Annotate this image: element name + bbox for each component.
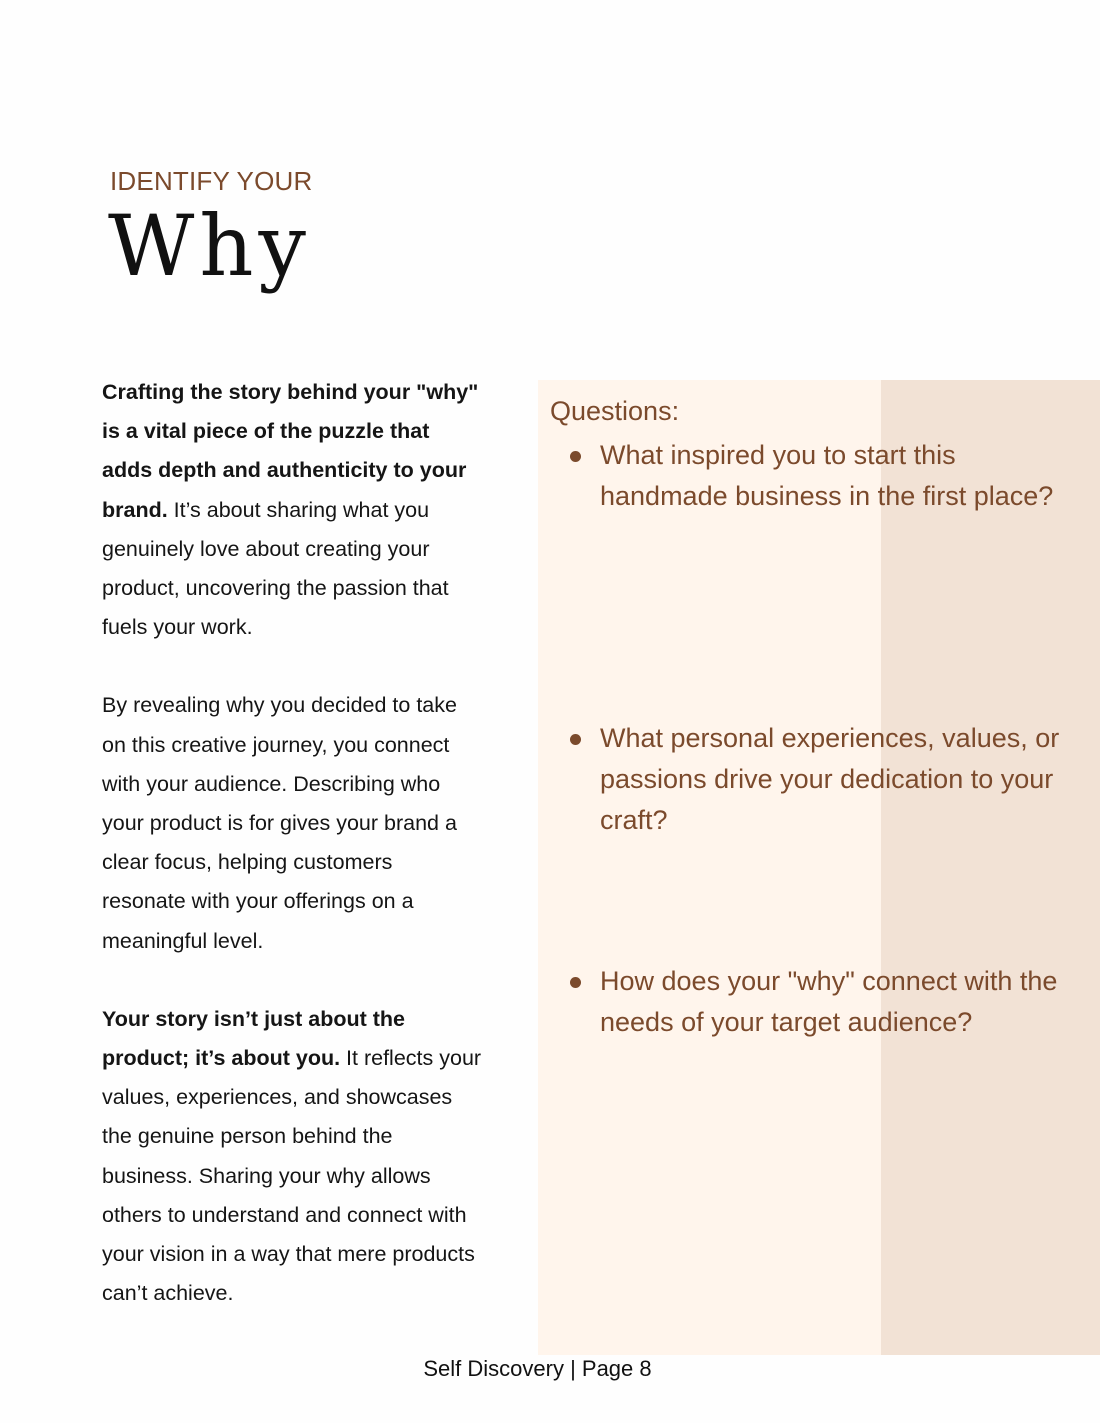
- paragraph-1: [102, 373, 482, 647]
- page-footer: Self Discovery | Page 8: [423, 1356, 652, 1381]
- question-item: What personal experiences, values, or passions drive your dedication to your craft?: [600, 718, 1070, 841]
- question-item: How does your "why" connect with the needs of your target audience?: [600, 961, 1070, 1043]
- paragraph-3: [102, 1000, 482, 1314]
- question-item: What inspired you to start this handmade business in the first place?: [600, 435, 1070, 517]
- paragraph-1-bold: Crafting the story behind your "why" is a vital piece of the puzzle that adds depth and authenticity to your brand.: [102, 380, 479, 522]
- paragraph-3-text: It reflects your values, experiences, and showcases the genuine person behind the business. Sharing your why allows others to understand and connect with your vision in a way that mere products can’t achieve.: [102, 1046, 482, 1306]
- questions-heading: Questions:: [550, 396, 680, 426]
- questions-panel-background: [538, 380, 881, 1355]
- paragraph-1-text: It’s about sharing what you genuinely love about creating your product, uncovering the passion that fuels your work.: [102, 497, 449, 640]
- section-eyebrow: IDENTIFY YOUR: [110, 166, 313, 196]
- paragraph-2: By revealing why you decided to take on this creative journey, you connect with your audience. Describing who your product is for gives your brand a clear focus, helping customers resonate with your offerings on a meaningful level.: [102, 693, 457, 953]
- body-text-column: [102, 373, 482, 1352]
- questions-panel-accent-stripe: [881, 380, 1100, 1355]
- page-title: Why: [108, 197, 311, 295]
- paragraph-3-bold: Your story isn’t just about the product; it’s about you.: [102, 1006, 406, 1071]
